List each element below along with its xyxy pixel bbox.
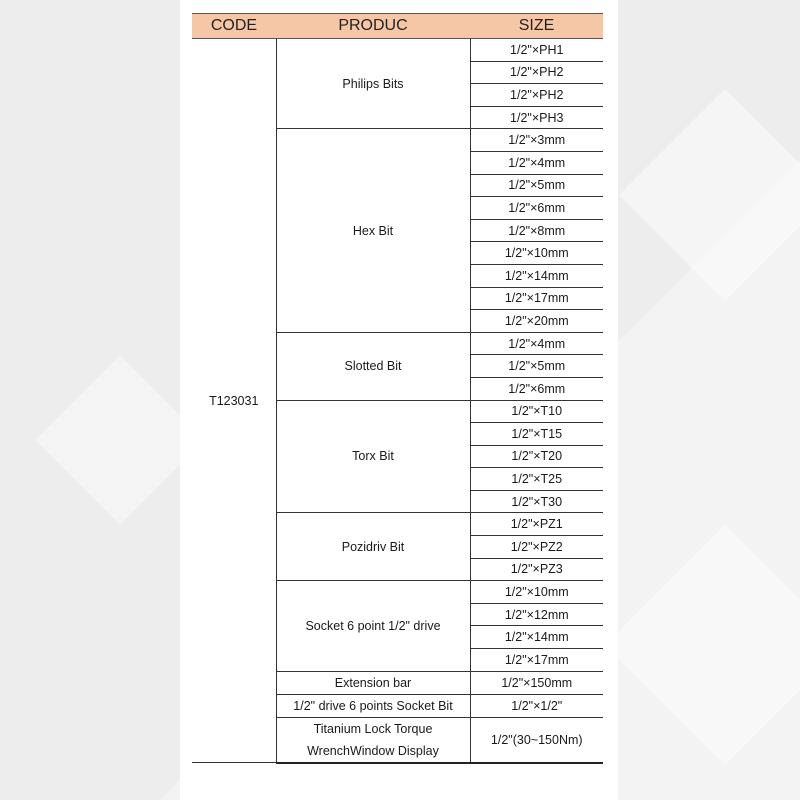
size-cell: 1/2"×150mm [470, 671, 603, 694]
size-cell: 1/2"(30~150Nm) [470, 717, 603, 763]
header-product: PRODUC [276, 14, 470, 39]
size-cell: 1/2"×10mm [470, 581, 603, 604]
product-name: Pozidriv Bit [276, 513, 470, 581]
size-cell: 1/2"×4mm [470, 151, 603, 174]
size-cell: 1/2"×14mm [470, 626, 603, 649]
size-cell: 1/2"×14mm [470, 264, 603, 287]
header-row [192, 14, 603, 39]
size-cell: 1/2"×PH3 [470, 106, 603, 129]
size-cell: 1/2"×20mm [470, 310, 603, 333]
product-name: Hex Bit [276, 129, 470, 332]
size-cell: 1/2"×PH2 [470, 84, 603, 107]
spec-body [192, 39, 603, 763]
size-cell: 1/2"×T30 [470, 490, 603, 513]
size-cell: 1/2"×3mm [470, 129, 603, 152]
size-cell: 1/2"×17mm [470, 287, 603, 310]
product-name: 1/2" drive 6 points Socket Bit [276, 694, 470, 717]
product-name: Extension bar [276, 671, 470, 694]
table-row [192, 39, 603, 62]
header-code: CODE [192, 14, 276, 39]
size-cell: 1/2"×10mm [470, 242, 603, 265]
size-cell: 1/2"×PH2 [470, 61, 603, 84]
product-name: Titanium Lock Torque WrenchWindow Display [276, 717, 470, 763]
size-cell: 1/2"×6mm [470, 377, 603, 400]
product-code: T123031 [192, 39, 276, 763]
size-cell: 1/2"×6mm [470, 197, 603, 220]
product-name: Torx Bit [276, 400, 470, 513]
size-cell: 1/2"×PZ3 [470, 558, 603, 581]
size-cell: 1/2"×T20 [470, 445, 603, 468]
size-cell: 1/2"×PZ1 [470, 513, 603, 536]
size-cell: 1/2"×T10 [470, 400, 603, 423]
size-cell: 1/2"×5mm [470, 355, 603, 378]
size-cell: 1/2"×T25 [470, 468, 603, 491]
size-cell: 1/2"×5mm [470, 174, 603, 197]
product-name: Slotted Bit [276, 332, 470, 400]
product-name: Philips Bits [276, 39, 470, 129]
size-cell: 1/2"×PZ2 [470, 536, 603, 559]
size-cell: 1/2"×8mm [470, 219, 603, 242]
size-cell: 1/2"×12mm [470, 603, 603, 626]
size-cell: 1/2"×1/2" [470, 694, 603, 717]
size-cell: 1/2"×PH1 [470, 39, 603, 62]
product-name: Socket 6 point 1/2" drive [276, 581, 470, 671]
size-cell: 1/2"×17mm [470, 649, 603, 672]
spec-table [192, 13, 603, 764]
header-size: SIZE [470, 14, 603, 39]
size-cell: 1/2"×T15 [470, 423, 603, 446]
size-cell: 1/2"×4mm [470, 332, 603, 355]
